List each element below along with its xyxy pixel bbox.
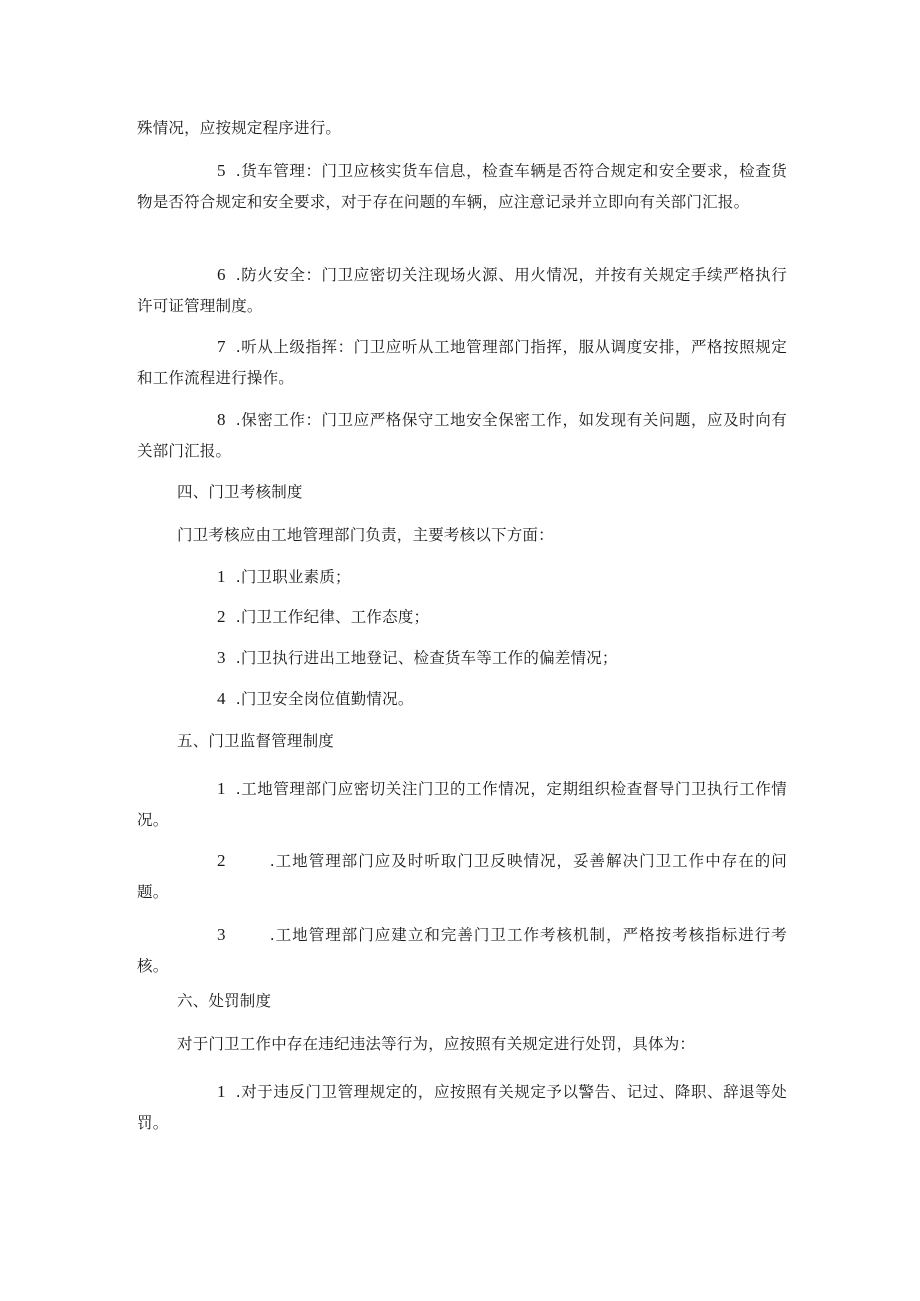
paragraph-supervision-1 [137, 773, 787, 836]
item-number: 6 [217, 265, 226, 284]
paragraph-text: .货车管理：门卫应核实货车信息，检查车辆是否符合规定和安全要求，检查货物是否符合规定和安全要求，对于存在问题的车辆，应注意记录并立即向有关部门汇报。 [137, 162, 787, 211]
paragraph-text: .防火安全：门卫应密切关注现场火源、用火情况，并按有关规定手续严格执行许可证管理制度。 [137, 266, 787, 315]
list-item-1 [137, 561, 787, 593]
paragraph-text: 殊情况，应按规定程序进行。 [137, 119, 342, 137]
paragraph-text: .门卫安全岗位值勤情况。 [235, 690, 414, 708]
paragraph-text: .工地管理部门应建立和完善门卫工作考核机制，严格按考核指标进行考核。 [137, 926, 787, 975]
paragraph-text: .对于违反门卫管理规定的，应按照有关规定予以警告、记过、降职、辞退等处罚。 [137, 1083, 787, 1132]
list-item-4 [137, 683, 787, 715]
paragraph-supervision-3 [137, 919, 787, 982]
item-number: 8 [217, 410, 226, 429]
section-heading-5 [137, 726, 787, 757]
paragraph-text: .门卫工作纪律、工作态度； [235, 608, 430, 626]
item-number: 2 [217, 851, 226, 870]
paragraph-penalty-1 [137, 1076, 787, 1139]
item-number: 1 [217, 779, 226, 798]
paragraph-item-8 [137, 404, 787, 467]
paragraph-text: 门卫考核应由工地管理部门负责，主要考核以下方面： [177, 526, 554, 544]
list-item-2 [137, 601, 787, 633]
paragraph-item-7 [137, 331, 787, 394]
section-heading-4 [137, 477, 787, 508]
item-number: 2 [217, 607, 226, 626]
heading-text: 四、门卫考核制度 [177, 483, 303, 501]
paragraph-text: .工地管理部门应密切关注门卫的工作情况，定期组织检查督导门卫执行工作情况。 [137, 780, 787, 829]
paragraph-text: .听从上级指挥：门卫应听从工地管理部门指挥，服从调度安排，严格按照规定和工作流程进行操作。 [137, 338, 787, 387]
heading-text: 五、门卫监督管理制度 [177, 732, 335, 750]
paragraph-text: .门卫执行进出工地登记、检查货车等工作的偏差情况； [235, 649, 618, 667]
item-number: 3 [217, 925, 226, 944]
item-number: 7 [217, 337, 226, 356]
paragraph-continuation [137, 113, 787, 144]
paragraph-text: .保密工作：门卫应严格保守工地安全保密工作，如发现有关问题，应及时向有关部门汇报。 [137, 411, 787, 460]
paragraph-item-5 [137, 155, 787, 218]
item-number: 5 [217, 161, 226, 180]
section-heading-6 [137, 986, 787, 1017]
item-number: 4 [217, 689, 226, 708]
heading-text: 六、处罚制度 [177, 992, 272, 1010]
paragraph-text: 对于门卫工作中存在违纪违法等行为，应按照有关规定进行处罚，具体为： [177, 1035, 696, 1053]
list-item-3 [137, 642, 787, 674]
item-number: 1 [217, 567, 226, 586]
item-number: 1 [217, 1082, 226, 1101]
paragraph-text: .门卫职业素质； [235, 568, 351, 586]
paragraph-assessment-intro [137, 520, 787, 551]
paragraph-item-6 [137, 259, 787, 322]
paragraph-supervision-2 [137, 845, 787, 908]
paragraph-penalty-intro [137, 1029, 787, 1060]
item-number: 3 [217, 648, 226, 667]
paragraph-text: .工地管理部门应及时听取门卫反映情况，妥善解决门卫工作中存在的问题。 [137, 852, 787, 901]
